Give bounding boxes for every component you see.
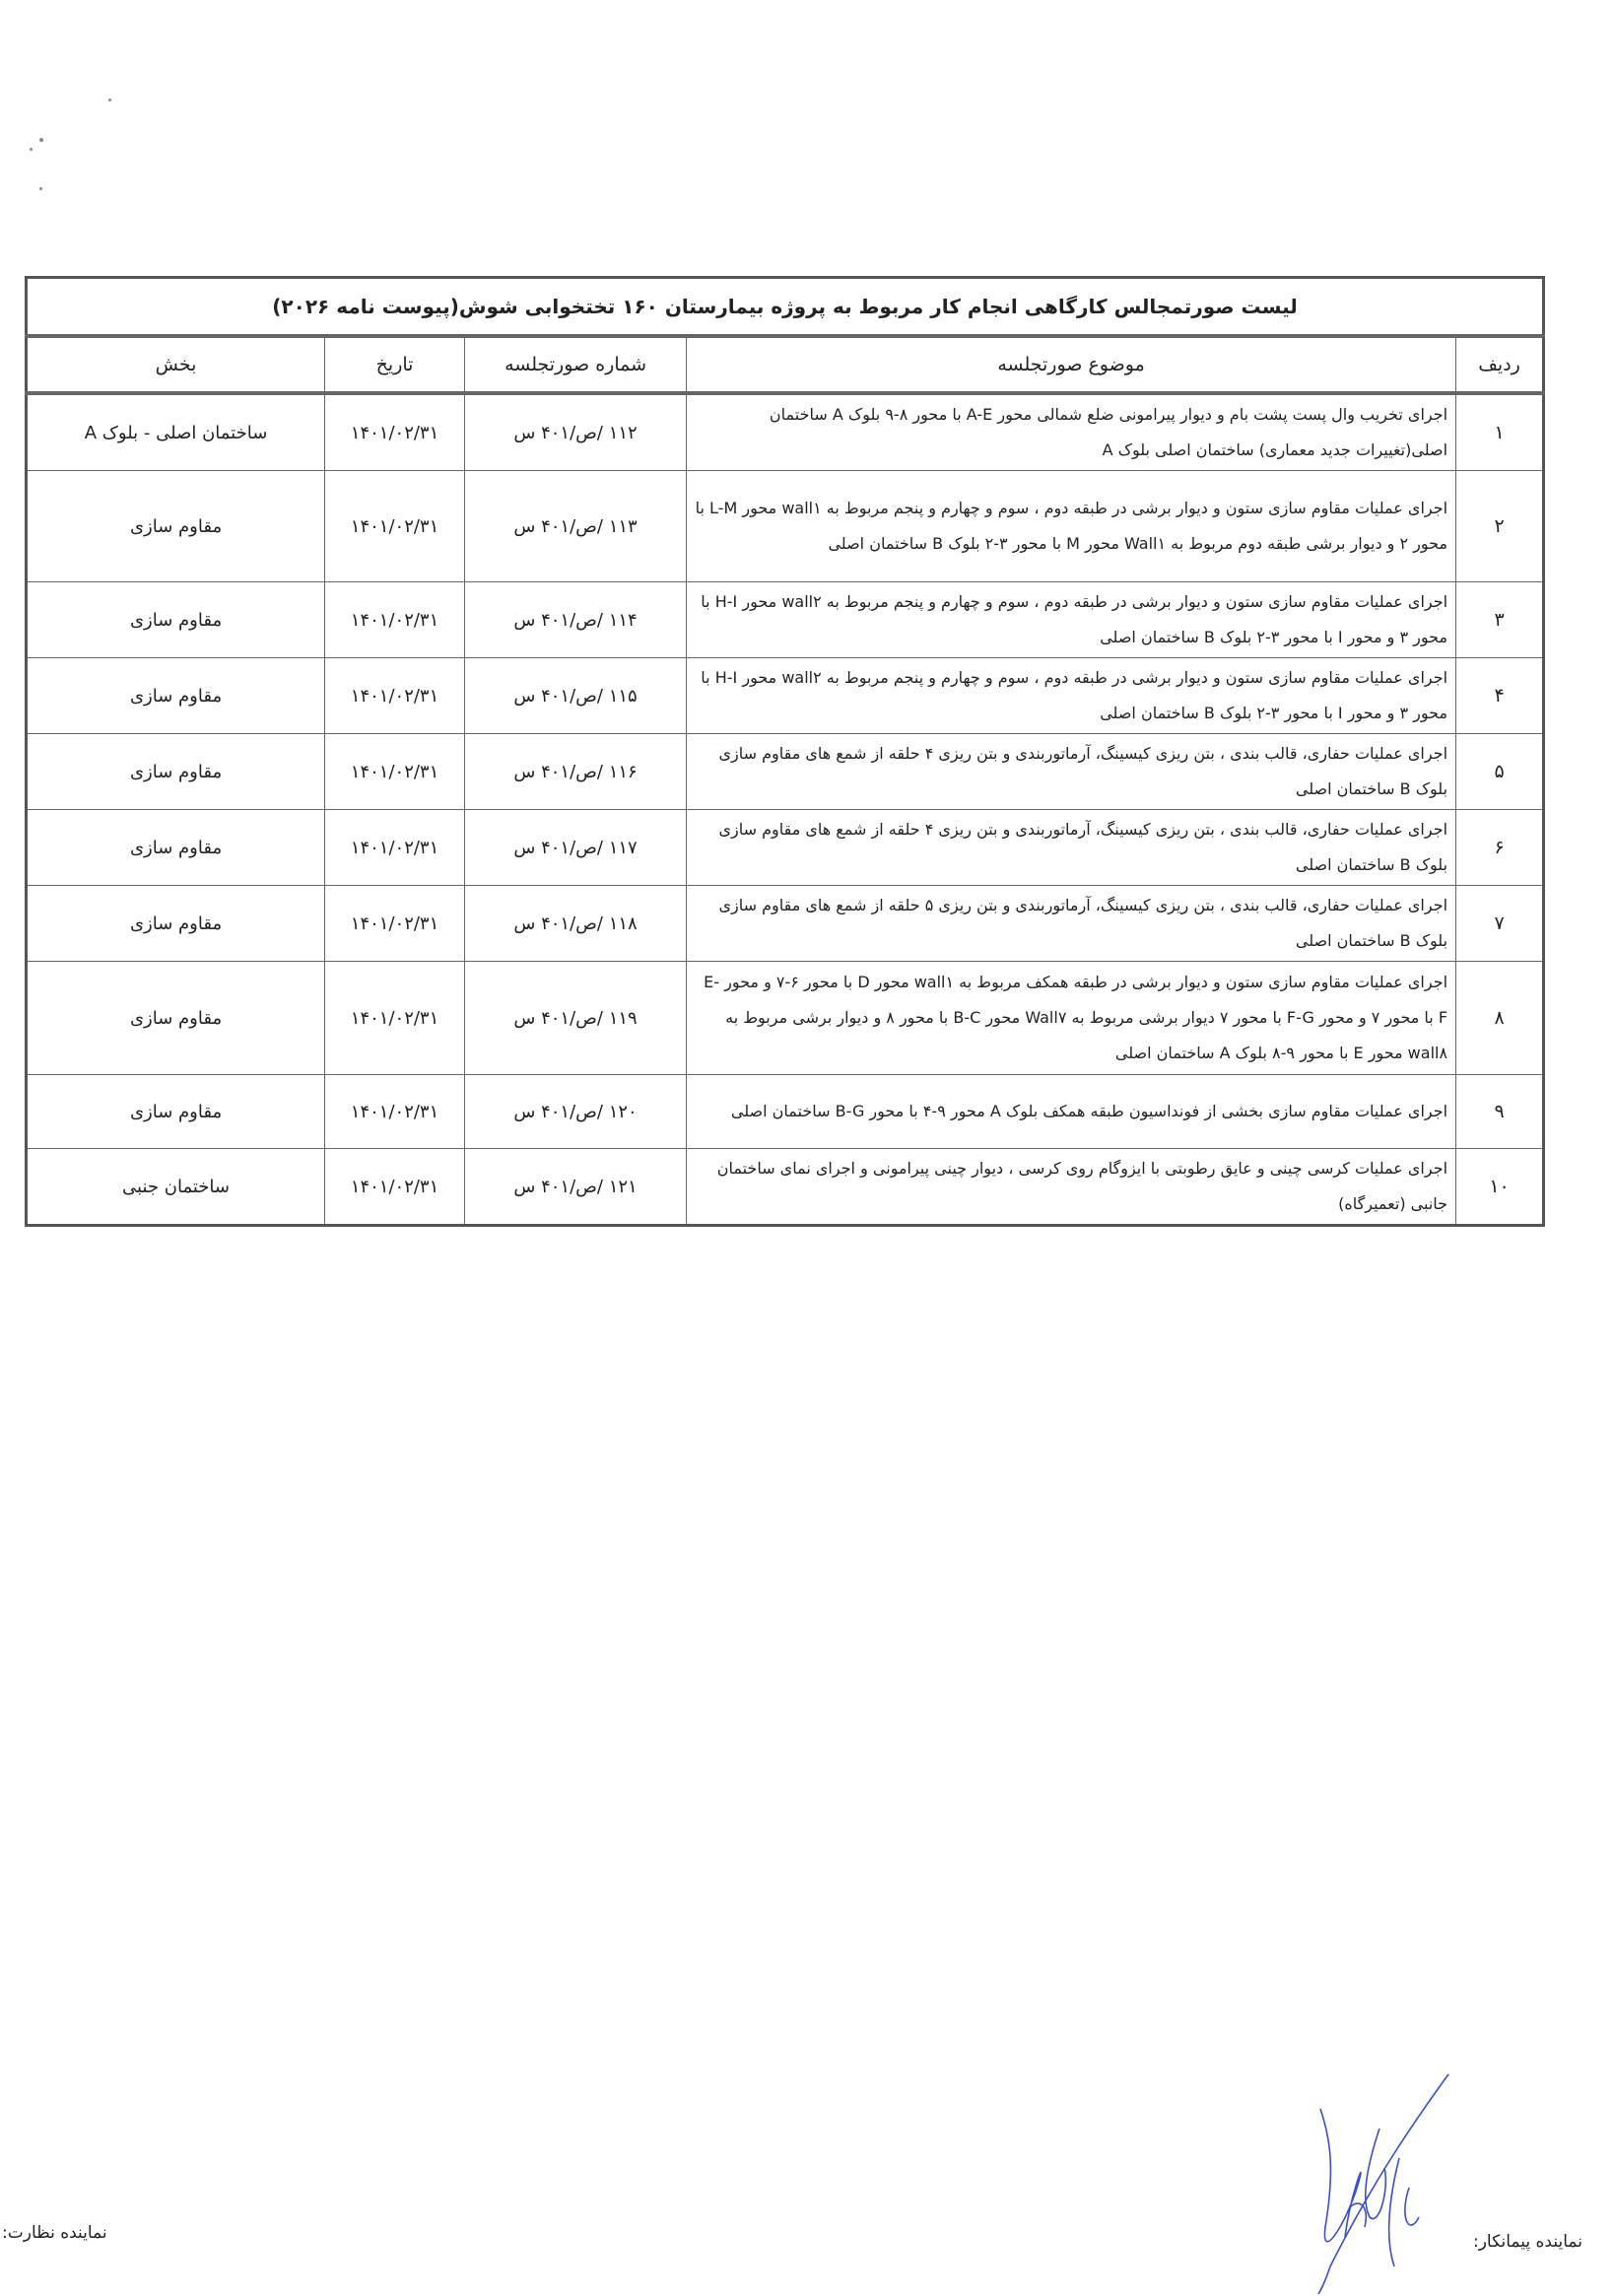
row-minutes-number: ۱۱۴ /ص/۴۰۱ س (465, 582, 687, 658)
scan-speck (108, 99, 111, 101)
row-date: ۱۴۰۱/۰۲/۳۱ (325, 886, 465, 962)
table-header (27, 336, 1544, 393)
row-section: مقاوم سازی (27, 471, 325, 582)
document-title: لیست صورتمجالس کارگاهی انجام کار مربوط به پروژه بیمارستان ۱۶۰ تختخوابی شوش(پیوست نامه ۲۰۲۶) (27, 278, 1544, 337)
table-row (27, 393, 1544, 471)
row-minutes-number: ۱۱۳ /ص/۴۰۱ س (465, 471, 687, 582)
table-row (27, 471, 1544, 582)
row-section: مقاوم سازی (27, 658, 325, 734)
header-subject: موضوع صورتجلسه (687, 336, 1456, 393)
row-section: مقاوم سازی (27, 734, 325, 810)
row-number: ۹ (1456, 1075, 1544, 1149)
row-subject: اجرای عملیات مقاوم سازی بخشی از فونداسیون طبقه همکف بلوک A محور ۹-۴ با محور B-G ساختمان اصلی (687, 1075, 1456, 1149)
table-row (27, 658, 1544, 734)
row-subject: اجرای عملیات کرسی چینی و عایق رطوبتی با ایزوگام روی کرسی ، دیوار چینی پیرامونی و اجرای نمای ساختمان جانبی (تعمیرگاه) (687, 1149, 1456, 1226)
row-subject: اجرای عملیات مقاوم سازی ستون و دیوار برشی در طبقه دوم ، سوم و چهارم و پنجم مربوط به wall۲ محور H-I با محور ۳ و محور I با محور ۳-۲ بلوک B ساختمان اصلی (687, 582, 1456, 658)
row-subject: اجرای عملیات حفاری، قالب بندی ، بتن ریزی کیسینگ، آرماتوربندی و بتن ریزی ۵ حلقه از شمع های مقاوم سازی بلوک B ساختمان اصلی (687, 886, 1456, 962)
row-number: ۲ (1456, 471, 1544, 582)
row-date: ۱۴۰۱/۰۲/۳۱ (325, 1149, 465, 1226)
row-number: ۱۰ (1456, 1149, 1544, 1226)
row-minutes-number: ۱۱۷ /ص/۴۰۱ س (465, 810, 687, 886)
row-number: ۷ (1456, 886, 1544, 962)
row-subject: اجرای عملیات مقاوم سازی ستون و دیوار برشی در طبقه دوم ، سوم و چهارم و پنجم مربوط به wall۲ محور H-I با محور ۳ و محور I با محور ۳-۲ بلوک B ساختمان اصلی (687, 658, 1456, 734)
row-date: ۱۴۰۱/۰۲/۳۱ (325, 962, 465, 1075)
row-date: ۱۴۰۱/۰۲/۳۱ (325, 393, 465, 471)
row-subject: اجرای عملیات مقاوم سازی ستون و دیوار برشی در طبقه دوم ، سوم و چهارم و پنجم مربوط به wall۱ محور L-M با محور ۲ و دیوار برشی طبقه دوم مربوط به Wall۱ محور M با محور ۳-۲ بلوک B ساختمان اصلی (687, 471, 1456, 582)
table-row (27, 1149, 1544, 1226)
table-row (27, 962, 1544, 1075)
row-subject: اجرای عملیات مقاوم سازی ستون و دیوار برشی در طبقه همکف مربوط به wall۱ محور D با محور ۶-۷ و محور E-F با محور ۷ و محور F-G با محور ۷ دیوار برشی مربوط به Wall۷ محور B-C با محور ۸ و دیوار برشی مربوط به wall۸ محور E با محور ۹-۸ بلوک A ساختمان اصلی (687, 962, 1456, 1075)
contractor-signature (1291, 2069, 1488, 2296)
row-date: ۱۴۰۱/۰۲/۳۱ (325, 810, 465, 886)
header-number: شماره صورتجلسه (465, 336, 687, 393)
row-number: ۸ (1456, 962, 1544, 1075)
row-number: ۴ (1456, 658, 1544, 734)
scan-speck (39, 138, 43, 142)
row-section: مقاوم سازی (27, 1075, 325, 1149)
row-section: ساختمان اصلی - بلوک A (27, 393, 325, 471)
supervisor-representative-label: نماینده نظارت: (2, 2223, 107, 2243)
row-date: ۱۴۰۱/۰۲/۳۱ (325, 582, 465, 658)
row-minutes-number: ۱۲۱ /ص/۴۰۱ س (465, 1149, 687, 1226)
header-date: تاریخ (325, 336, 465, 393)
scan-speck (30, 148, 33, 151)
row-number: ۶ (1456, 810, 1544, 886)
row-minutes-number: ۱۱۸ /ص/۴۰۱ س (465, 886, 687, 962)
minutes-table (25, 276, 1545, 1227)
row-section: مقاوم سازی (27, 582, 325, 658)
table-row (27, 582, 1544, 658)
row-subject: اجرای عملیات حفاری، قالب بندی ، بتن ریزی کیسینگ، آرماتوربندی و بتن ریزی ۴ حلقه از شمع های مقاوم سازی بلوک B ساختمان اصلی (687, 734, 1456, 810)
contractor-representative-label: نماینده پیمانکار: (1473, 2232, 1582, 2252)
row-date: ۱۴۰۱/۰۲/۳۱ (325, 1075, 465, 1149)
row-date: ۱۴۰۱/۰۲/۳۱ (325, 734, 465, 810)
table-row (27, 810, 1544, 886)
row-minutes-number: ۱۱۹ /ص/۴۰۱ س (465, 962, 687, 1075)
table-row (27, 1075, 1544, 1149)
row-date: ۱۴۰۱/۰۲/۳۱ (325, 658, 465, 734)
row-section: مقاوم سازی (27, 962, 325, 1075)
row-section: مقاوم سازی (27, 886, 325, 962)
table-row (27, 886, 1544, 962)
row-subject: اجرای تخریب وال پست پشت بام و دیوار پیرامونی ضلع شمالی محور A-E با محور ۸-۹ بلوک A ساختمان اصلی(تغییرات جدید معماری) ساختمان اصلی بلوک A (687, 393, 1456, 471)
scan-speck (39, 187, 42, 190)
header-row: ردیف (1456, 336, 1544, 393)
row-subject: اجرای عملیات حفاری، قالب بندی ، بتن ریزی کیسینگ، آرماتوربندی و بتن ریزی ۴ حلقه از شمع های مقاوم سازی بلوک B ساختمان اصلی (687, 810, 1456, 886)
table-row (27, 734, 1544, 810)
row-minutes-number: ۱۱۶ /ص/۴۰۱ س (465, 734, 687, 810)
row-minutes-number: ۱۲۰ /ص/۴۰۱ س (465, 1075, 687, 1149)
row-minutes-number: ۱۱۵ /ص/۴۰۱ س (465, 658, 687, 734)
row-section: مقاوم سازی (27, 810, 325, 886)
row-section: ساختمان جنبی (27, 1149, 325, 1226)
row-minutes-number: ۱۱۲ /ص/۴۰۱ س (465, 393, 687, 471)
header-section: بخش (27, 336, 325, 393)
row-number: ۱ (1456, 393, 1544, 471)
row-date: ۱۴۰۱/۰۲/۳۱ (325, 471, 465, 582)
row-number: ۳ (1456, 582, 1544, 658)
row-number: ۵ (1456, 734, 1544, 810)
